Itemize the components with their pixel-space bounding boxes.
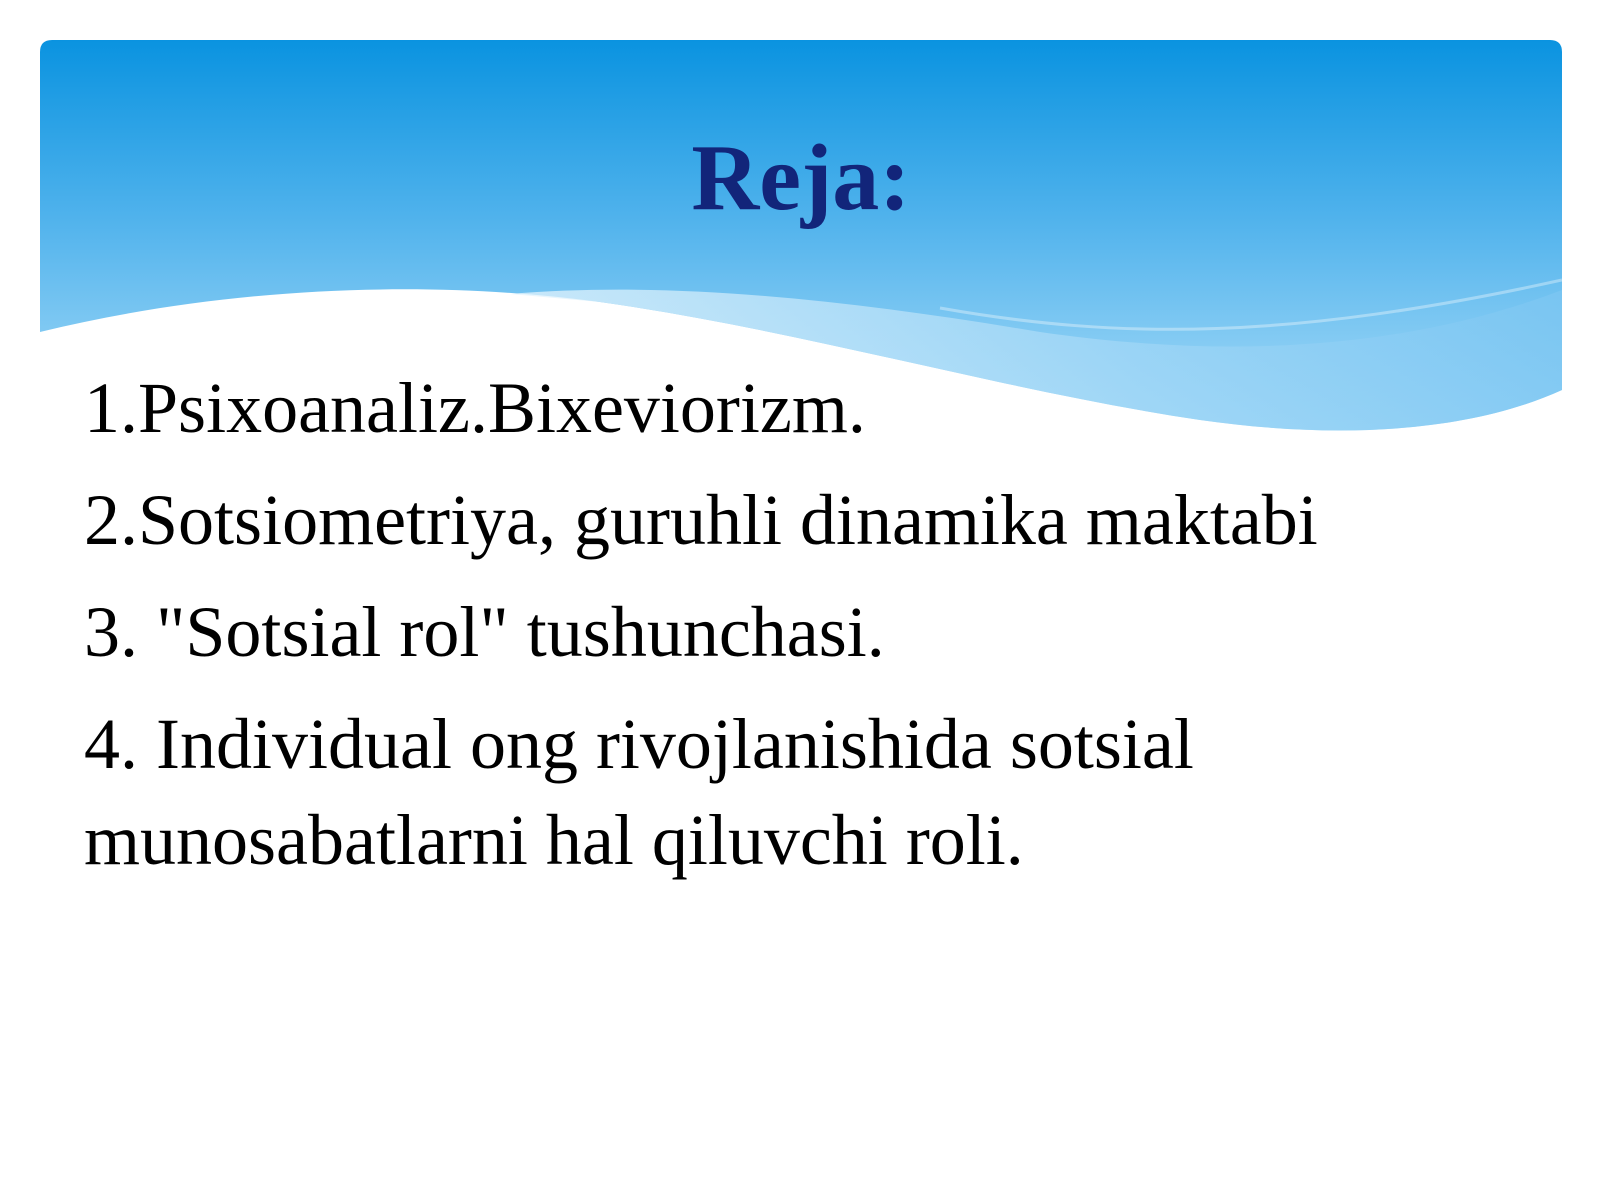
slide-title: Reja: xyxy=(691,126,911,230)
list-item: 1.Psixoanaliz.Bixeviorizm. xyxy=(84,368,866,448)
plan-list xyxy=(84,360,1524,904)
list-item: 3. "Sotsial rol" tushunchasi. xyxy=(84,592,885,672)
list-item: 2.Sotsiometriya, guruhli dinamika maktabi xyxy=(84,480,1318,560)
list-item: 4. Individual ong rivojlanishida sotsial munosabatlarni hal qiluvchi roli. xyxy=(84,704,1194,880)
